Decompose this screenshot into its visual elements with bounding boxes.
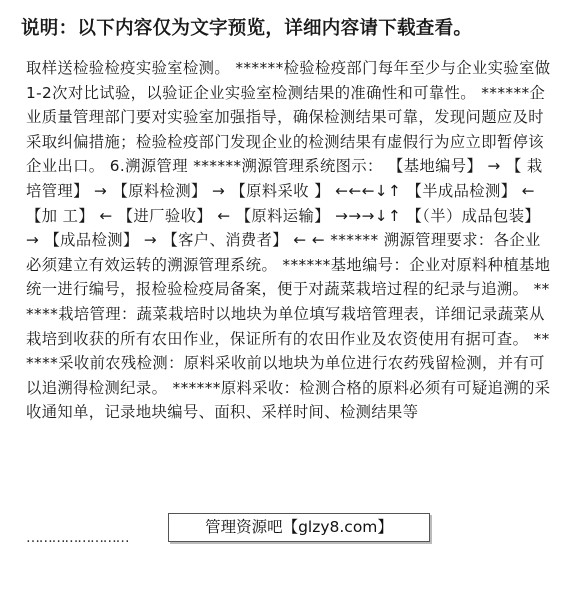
preview-notice: 说明：以下内容仅为文字预览，详细内容请下载查看。: [21, 18, 473, 39]
truncation-ellipsis: ……………………: [26, 530, 129, 546]
document-body-text: 取样送检验检疫实验室检测。 ******检验检疫部门每年至少与企业实验室做1-2次对比试验，以验证企业实验室检测结果的准确性和可靠性。 ******企业质量管理部门要对实验室加强指导，确保检测结果可靠，发现问题应及时采取纠偏措施；检验检疫部门发现企业的检测结果有虚假行为应立即暂停该企业出口。 6.溯源管理 ******溯源管理系统图示： 【基地编号】 → 【 栽培管理】 → 【原料检测】 → 【原料采收 】 ←←←↓↑ 【半成品检测】 ← 【加 工】 ← 【进厂验收】 ← 【原料运输】 →→→↓↑ 【（半）成品包装】 → 【成品检测】 → 【客户、消费者】 ← ← ****** 溯源管理要求：各企业必须建立有效运转的溯源管理系统。 ******基地编号：企业对原料种植基地统一进行编号，报检验检疫局备案，便于对蔬菜栽培过程的纪录与追溯。 ******栽培管理：蔬菜栽培时以地块为单位填写栽培管理表，详细记录蔬菜从栽培到收获的所有农田作业，保证所有的农田作业及农资使用有据可查。 ******采收前农残检测：原料采收前以地块为单位进行农药残留检测，并有可以追溯得检测纪录。 ******原料采收：检测合格的原料必须有可疑追溯的采收通知单，记录地块编号、面积、采样时间、检测结果等: [26, 59, 551, 422]
site-watermark-badge: 管理资源吧【glzy8.com】: [168, 513, 430, 542]
